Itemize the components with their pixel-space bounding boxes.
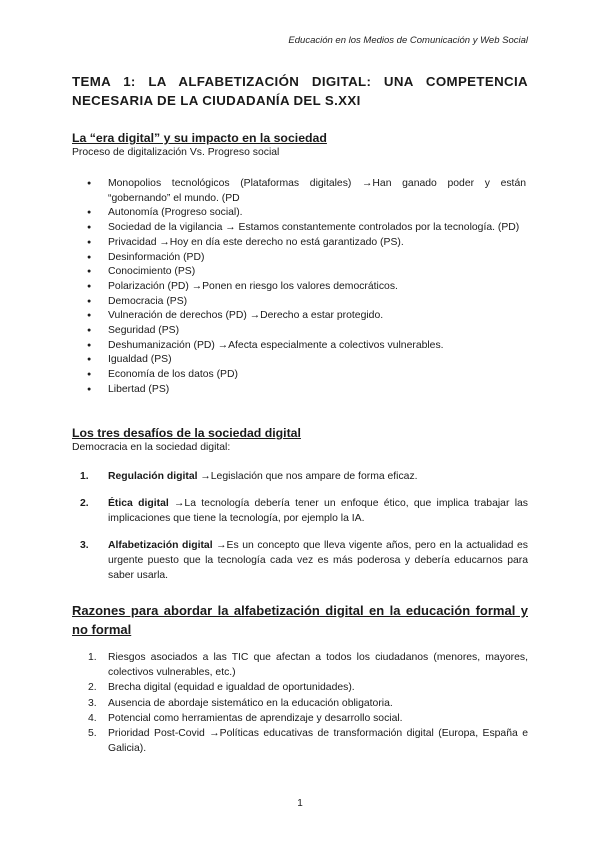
list-item: ● Sociedad de la vigilancia → Estamos constantemente controlados por la tecnología. (PD) — [72, 221, 528, 236]
numbered-list-razones — [72, 650, 528, 756]
list-number: 2. — [88, 682, 97, 694]
list-number: 4. — [88, 712, 97, 724]
list-item: ● Economía de los datos (PD) — [72, 368, 528, 383]
bullet-list-impacto — [72, 177, 528, 398]
list-item: ● Vulneración de derechos (PD) →Derecho a estar protegido. — [72, 309, 528, 324]
list-item: ● Polarización (PD) →Ponen en riesgo los valores democráticos. — [72, 280, 528, 295]
list-item — [72, 726, 528, 756]
list-item: ● Desinformación (PD) — [72, 251, 528, 266]
page-number: 1 — [297, 798, 303, 809]
list-item — [72, 538, 528, 583]
list-item: ● Democracia (PS) — [72, 295, 528, 310]
list-item: ● Deshumanización (PD) →Afecta especialmente a colectivos vulnerables. — [72, 339, 528, 354]
list-text: →Es un concepto que lleva vigente años, pero en la actualidad es urgente puesto que la tecnología cada vez es más poderosa y debería educarnos para saber usarla. — [108, 540, 528, 581]
section-heading-desafios: Los tres desafíos de la sociedad digital — [72, 426, 301, 440]
running-header: Educación en los Medios de Comunicación y Web Social — [288, 35, 528, 46]
list-number: 5. — [88, 728, 97, 740]
list-number: 3. — [88, 697, 97, 709]
list-item: ● Conocimiento (PS) — [72, 265, 528, 280]
list-text: →La tecnología debería tener un enfoque ético, que implica trabajar las implicaciones que tiene la tecnología, por ejemplo la IA. — [108, 498, 528, 524]
list-number: 1. — [80, 471, 89, 482]
list-text: Riesgos asociados a las TIC que afectan a todos los ciudadanos (menores, mayores, colectivos vulnerables, etc.) — [108, 652, 528, 679]
list-item: ● Monopolios tecnológicos (Plataformas digitales) →Han ganado poder y están “gobernando” el mundo. (PD — [72, 177, 528, 206]
section-subtitle-digitalizacion: Proceso de digitalización Vs. Progreso social — [72, 147, 280, 158]
list-term: Ética digital — [108, 498, 169, 509]
list-number: 2. — [80, 498, 89, 509]
list-number: 1. — [88, 652, 97, 663]
list-text: Potencial como herramientas de aprendizaje y desarrollo social. — [108, 712, 403, 724]
section-heading-era-digital: La “era digital” y su impacto en la sociedad — [72, 131, 327, 145]
list-text: Brecha digital (equidad e igualdad de oportunidades). — [108, 682, 355, 694]
list-item — [72, 711, 528, 726]
list-item — [72, 469, 528, 484]
list-text: Ausencia de abordaje sistemático en la educación obligatoria. — [108, 697, 393, 709]
list-text: Prioridad Post-Covid →Políticas educativas de transformación digital (Europa, España e Galicia). — [108, 728, 528, 755]
list-item — [72, 496, 528, 526]
list-item: ● Autonomía (Progreso social). — [72, 206, 528, 221]
list-term: Alfabetización digital — [108, 540, 213, 551]
list-number: 3. — [80, 540, 89, 551]
list-item — [72, 696, 528, 711]
list-item: ● Igualdad (PS) — [72, 353, 528, 368]
list-item: ● Seguridad (PS) — [72, 324, 528, 339]
numbered-list-desafios — [72, 469, 528, 583]
section-heading-razones: Razones para abordar la alfabetización digital en la educación formal y no formal — [72, 603, 528, 637]
list-item: ● Libertad (PS) — [72, 383, 528, 398]
list-item — [72, 680, 528, 695]
section-subtitle-democracia: Democracia en la sociedad digital: — [72, 442, 231, 453]
document-title: TEMA 1: LA ALFABETIZACIÓN DIGITAL: UNA COMPETENCIA NECESARIA DE LA CIUDADANÍA DEL S.XXI — [72, 74, 528, 108]
list-item — [72, 650, 528, 680]
list-term: Regulación digital — [108, 471, 198, 482]
list-text: →Legislación que nos ampare de forma eficaz. — [197, 471, 418, 482]
list-item: ● Privacidad →Hoy en día este derecho no está garantizado (PS). — [72, 236, 528, 251]
